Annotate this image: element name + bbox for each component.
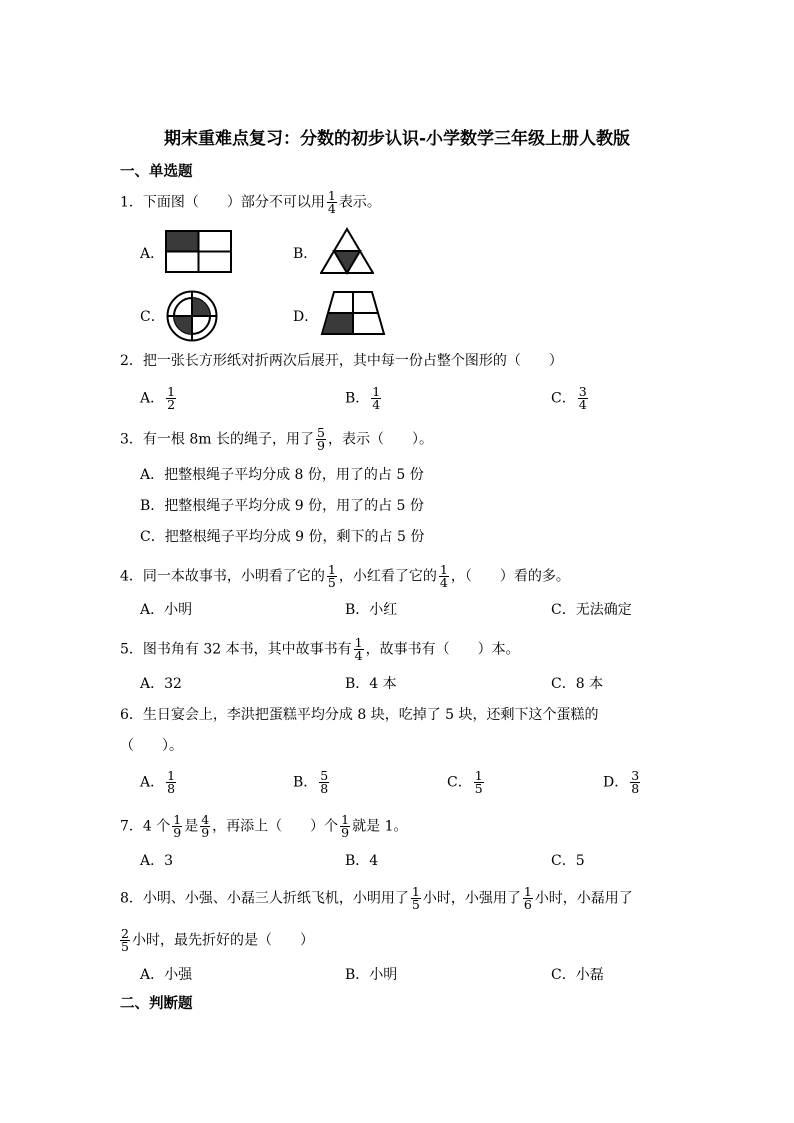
question-1-text: 1．下面图（ ）部分不可以用 [120, 194, 325, 211]
option-3a[interactable]: A．把整根绳子平均分成 8 份，用了的占 5 份 [140, 467, 424, 483]
fraction: $\frac{2}{5}$ [121, 926, 129, 954]
option-1c-label[interactable]: C． [140, 309, 165, 325]
fraction: $\frac{1}{9}$ [173, 812, 182, 840]
question-6-line2: （ ）。 [120, 738, 183, 754]
option-7a[interactable]: A．3 [140, 853, 174, 869]
option-8b[interactable]: B．小明 [345, 967, 398, 983]
fraction: $\frac{1}{6}$ [523, 884, 532, 912]
question-4 [120, 564, 570, 589]
question-3 [120, 427, 433, 452]
option-6d[interactable]: D． $\frac{3}{8}$ [603, 768, 640, 796]
question-1-text-end: 表示。 [338, 194, 381, 211]
option-2a[interactable]: A． $\frac{1}{2}$ [140, 384, 176, 412]
question-5-text-end: ，故事书有（ ）本。 [365, 641, 520, 658]
option-2c[interactable]: C． $\frac{3}{4}$ [551, 384, 587, 412]
option-1b-label[interactable]: B． [293, 246, 318, 262]
question-4-text-end: ，（ ）看的多。 [450, 568, 570, 585]
question-5-text: 5．图书角有 32 本书，其中故事书有 [120, 641, 352, 658]
question-4-text-mid: ，小红看了它的 [338, 568, 437, 585]
fraction: $\frac{1}{4}$ [439, 562, 448, 590]
option-4a[interactable]: A．小明 [140, 602, 193, 618]
question-4-text: 4．同一本故事书，小明看了它的 [120, 568, 325, 585]
question-8-line2: $\frac{2}{5}$ 小时，最先折好的是（ ） [121, 926, 314, 954]
question-3-text: 3．有一根 8m 长的绳子，用了 [120, 431, 314, 448]
option-7b[interactable]: B．4 [345, 853, 379, 869]
figure-circle-quarters [166, 290, 218, 342]
option-5c[interactable]: C．8 本 [551, 676, 604, 692]
fraction: $\frac{1}{4}$ [354, 635, 363, 663]
option-8a[interactable]: A．小强 [140, 967, 193, 983]
question-7: 7．4 个 $\frac{1}{9}$ 是 $\frac{4}{9}$ ，再添上（ ）个 $\frac{1}{9}$ 就是 1。 [120, 812, 408, 840]
section-heading-single-choice: 一、单选题 [120, 164, 193, 180]
option-5a[interactable]: A．32 [140, 676, 182, 692]
question-1 [120, 190, 381, 215]
question-6-line1: 6．生日宴会上，李洪把蛋糕平均分成 8 块，吃掉了 5 块，还剩下这个蛋糕的 [120, 707, 599, 723]
option-6a[interactable]: A． $\frac{1}{8}$ [140, 768, 176, 796]
option-1a-label[interactable]: A． [140, 246, 165, 262]
option-2b[interactable]: B． $\frac{1}{4}$ [345, 384, 381, 412]
question-2: 2．把一张长方形纸对折两次后展开，其中每一份占整个图形的（ ） [120, 353, 563, 369]
option-8c[interactable]: C．小磊 [551, 967, 604, 983]
question-8-line1: 8．小明、小强、小磊三人折纸飞机，小明用了 $\frac{1}{5}$ 小时，小强用了 $\frac{1}{6}$ 小时，小磊用了 [120, 884, 633, 912]
figure-triangle-quarters [320, 227, 374, 275]
option-1d-label[interactable]: D． [293, 309, 319, 325]
option-3b[interactable]: B．把整根绳子平均分成 9 份，用了的占 5 份 [140, 498, 424, 514]
option-6b[interactable]: B． $\frac{5}{8}$ [293, 768, 329, 796]
fraction: $\frac{4}{9}$ [201, 812, 210, 840]
question-3-text-end: ，表示（ ）。 [327, 431, 433, 448]
fraction: $\frac{1}{5}$ [327, 562, 336, 590]
fraction: $\frac{1}{9}$ [341, 812, 350, 840]
fraction: $\frac{5}{9}$ [317, 425, 325, 453]
option-7c[interactable]: C．5 [551, 853, 585, 869]
section-heading-true-false: 二、判断题 [120, 996, 193, 1012]
option-4b[interactable]: B．小红 [345, 602, 398, 618]
option-4c[interactable]: C．无法确定 [551, 602, 632, 618]
option-5b[interactable]: B．4 本 [345, 676, 397, 692]
fraction: $\frac{1}{4}$ [327, 188, 336, 216]
fraction: $\frac{1}{5}$ [411, 884, 420, 912]
question-5 [120, 637, 520, 662]
figure-trapezoid-quarters [320, 290, 386, 336]
option-6c[interactable]: C． $\frac{1}{5}$ [447, 768, 483, 796]
figure-rectangle-quarters [165, 230, 232, 273]
option-3c[interactable]: C．把整根绳子平均分成 9 份，剩下的占 5 份 [140, 529, 425, 545]
page-title: 期末重难点复习：分数的初步认识-小学数学三年级上册人教版 [163, 129, 631, 149]
